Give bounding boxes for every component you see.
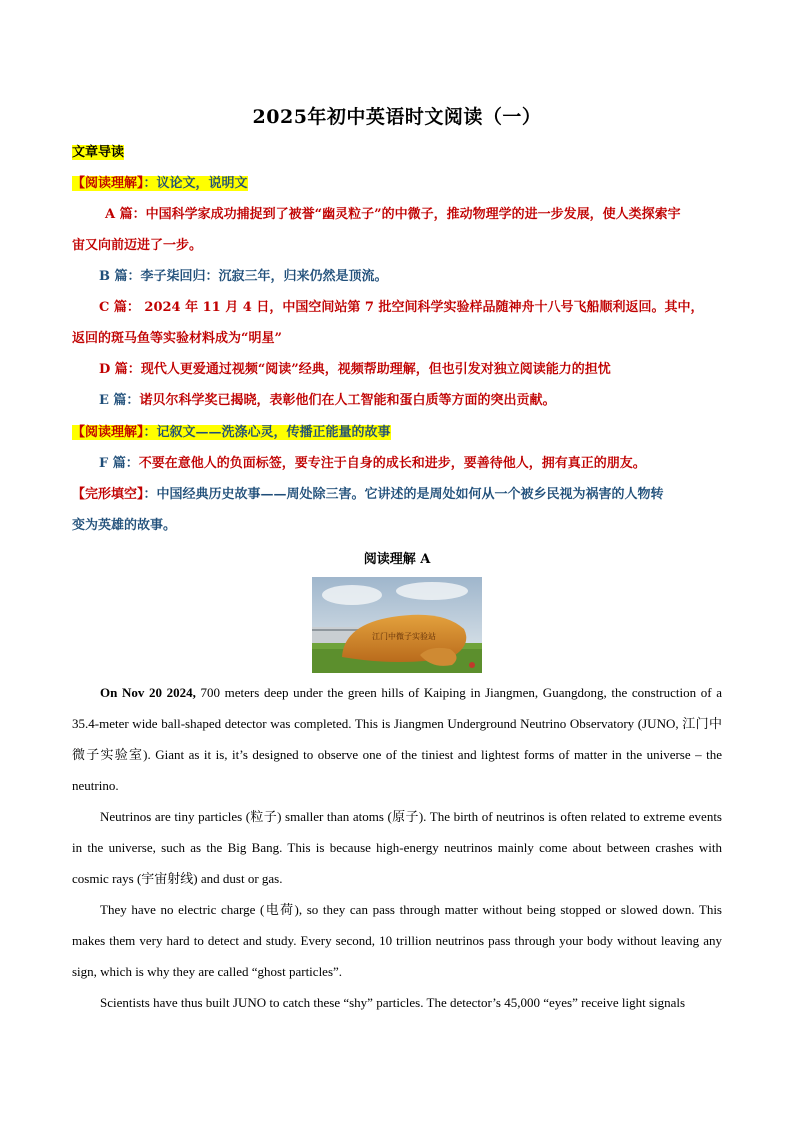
- article-a-summary: A 篇：中国科学家成功捕捉到了被誉“幽灵粒子”的中微子，推动物理学的进一步发展，使人类探索宇: [105, 207, 681, 222]
- section3-header: 【完形填空】：中国经典历史故事——周处除三害。它讲述的是周处如何从一个被乡民视为祸害的人物转: [72, 487, 664, 502]
- guide-heading: 文章导读: [72, 145, 125, 160]
- paragraph-2: Neutrinos are tiny particles (粒子) smaller than atoms (原子). The birth of neutrinos is often related to extreme events in the universe, such as the Big Bang. This is because high-energy neutrinos mainly come about between crashes with cosmic rays (宇宙射线) and dust or gas.: [72, 809, 722, 886]
- article-b-summary: B 篇：李子柒回归：沉寂三年，归来仍然是顶流。: [99, 269, 388, 284]
- article-c-summary-cont: 返回的斑马鱼等实验材料成为“明星”: [72, 331, 282, 346]
- paragraph-4: Scientists have thus built JUNO to catch these “shy” particles. The detector’s 45,000 “eyes” receive light signals: [100, 995, 686, 1010]
- observatory-photo: [312, 577, 482, 673]
- reading-a-body: [72, 677, 722, 1018]
- section1-header: 【阅读理解】：议论文，说明文: [72, 176, 248, 191]
- article-f-summary: F 篇：不要在意他人的负面标签，要专注于自身的成长和进步，要善待他人，拥有真正的朋友。: [99, 456, 646, 471]
- document-title: 2025年初中英语时文阅读（一）: [252, 106, 542, 128]
- section3-header-cont: 变为英雄的故事。: [72, 518, 177, 533]
- article-a-summary-cont: 宙又向前迈进了一步。: [72, 238, 203, 253]
- section2-header: 【阅读理解】：记叙文——洗涤心灵，传播正能量的故事: [72, 425, 391, 440]
- article-c-summary: C 篇： 2024 年 11 月 4 日，中国空间站第 7 批空间科学实验样品随神舟十八号飞船顺利返回。其中，: [99, 300, 704, 315]
- article-d-summary: D 篇：现代人更爱通过视频“阅读”经典，视频帮助理解，但也引发对独立阅读能力的担忧: [99, 362, 611, 377]
- rock-inscription: 江门中微子实验站: [372, 632, 436, 641]
- paragraph-3: They have no electric charge (电荷), so they can pass through matter without being stopped or slowed down. This makes them very hard to detect and study. Every second, 10 trillion neutrinos pass through your body without leaving any sign, which is why they are called “ghost particles”.: [72, 902, 722, 979]
- paragraph-1: On Nov 20 2024, 700 meters deep under the green hills of Kaiping in Jiangmen, Guangdong, the construction of a 35.4-meter wide ball-shaped detector was completed. This is Jiangmen Underground Neutrino Observatory (JUNO, 江门中微子实验室). Giant as it is, it’s designed to observe one of the tiniest and lightest forms of matter in the universe – the neutrino.: [72, 685, 722, 793]
- article-e-summary: E 篇：诺贝尔科学奖已揭晓，表彰他们在人工智能和蛋白质等方面的突出贡献。: [99, 393, 556, 408]
- reading-a-heading: 阅读理解 A: [363, 552, 431, 567]
